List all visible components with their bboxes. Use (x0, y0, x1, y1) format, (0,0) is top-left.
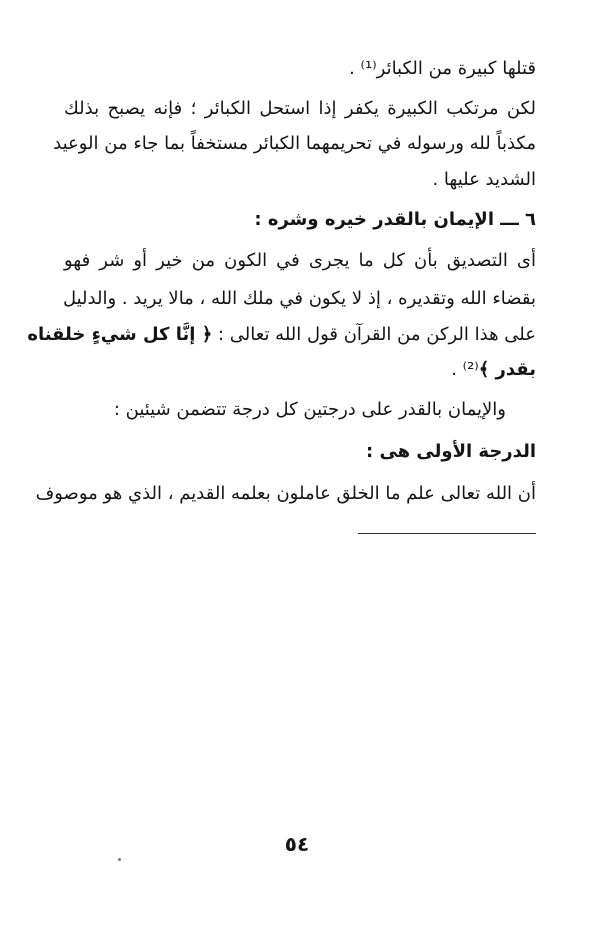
body-line-7-text: على هذا الركن من القرآن قول الله تعالى : (212, 324, 536, 345)
body-line-3: مكذباً لله ورسوله في تحريمهما الكبائر مستخفاً بما جاء من الوعيد (53, 133, 536, 154)
footnote-separator (358, 533, 536, 534)
page-number: ٥٤ (284, 832, 310, 856)
section-heading-qadar: ٦ ـــ الإيمان بالقدر خيره وشره : (254, 209, 536, 230)
body-line-10: أن الله تعالى علم ما الخلق عاملون بعلمه القديم ، الذي هو موصوف (35, 483, 536, 504)
body-line-2: لكن مرتكب الكبيرة يكفر إذا استحل الكبائر ؛ فإنه يصبح بذلك (64, 98, 536, 119)
body-line-1: قتلها كبيرة من الكبائر⁽¹⁾ . (349, 58, 536, 79)
body-line-7 (27, 324, 536, 345)
quran-verse-part-1: ﴿ إنَّا كل شيءٍ خلقناه (27, 324, 213, 345)
scan-speck (118, 858, 121, 861)
quran-verse-part-2: بقدر ﴾ (478, 359, 536, 380)
body-line-9: والإيمان بالقدر على درجتين كل درجة تتضمن شيئين : (113, 399, 506, 420)
subheading-first-degree: الدرجة الأولى هى : (366, 441, 536, 462)
body-line-8 (64, 361, 536, 379)
body-line-5: أى التصديق بأن كل ما يجرى في الكون من خير أو شر فهو (64, 250, 536, 271)
footnote-ref-2: ⁽²⁾ . (451, 359, 479, 380)
body-line-6: بقضاء الله وتقديره ، إذ لا يكون في ملك الله ، مالا يريد . والدليل (62, 288, 536, 309)
body-line-4: الشديد عليها . (432, 169, 536, 190)
